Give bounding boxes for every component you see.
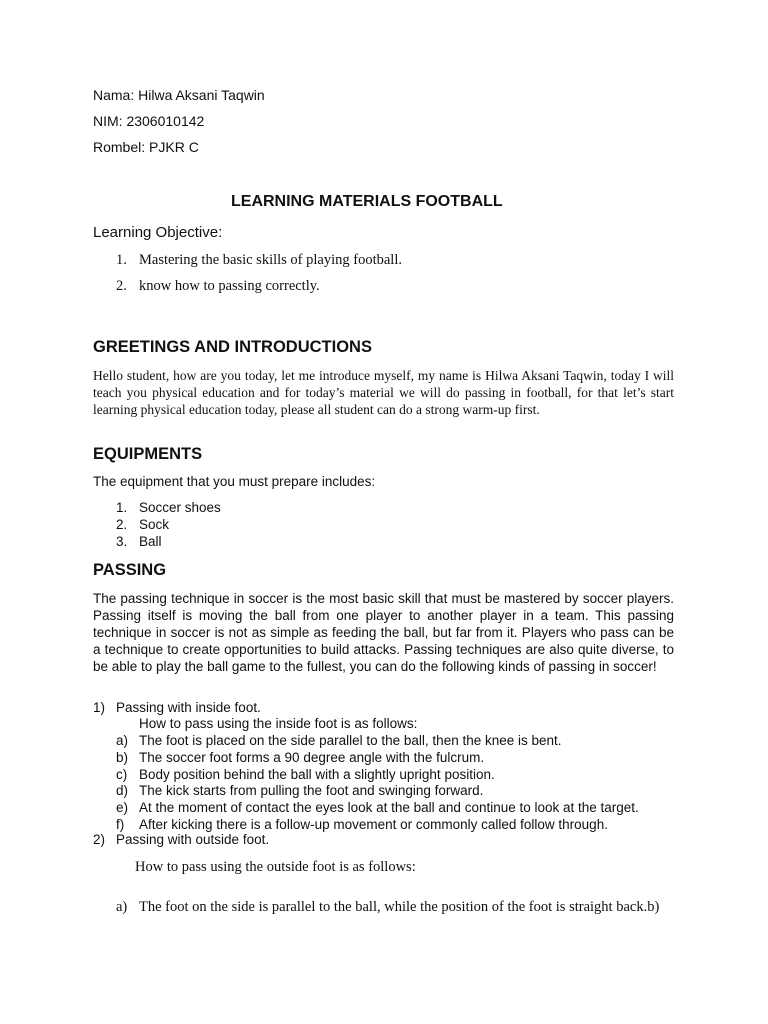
step-letter: c) <box>116 767 128 782</box>
equipment-number: 1. <box>116 500 128 515</box>
step-text: The soccer foot forms a 90 degree angle with the fulcrum. <box>139 750 485 765</box>
step-letter: e) <box>116 800 129 815</box>
equipment-item: Sock <box>139 517 170 532</box>
document-title: LEARNING MATERIALS FOOTBALL <box>231 193 503 210</box>
equipments-heading: EQUIPMENTS <box>93 445 203 463</box>
equipment-number: 2. <box>116 517 128 532</box>
inside-foot-howto: How to pass using the inside foot is as follows: <box>139 716 418 731</box>
outside-foot-title: Passing with outside foot. <box>116 832 270 847</box>
outside-foot-howto: How to pass using the outside foot is as follows: <box>135 859 416 875</box>
student-nim: NIM: 2306010142 <box>93 113 205 129</box>
step-text: After kicking there is a follow-up movement or commonly called follow through. <box>139 817 608 832</box>
equipment-item: Soccer shoes <box>139 500 221 515</box>
step-letter: b) <box>116 750 129 765</box>
step-letter: f) <box>116 817 125 832</box>
step-text: At the moment of contact the eyes look at the ball and continue to look at the target. <box>139 800 639 815</box>
student-name: Nama: Hilwa Aksani Taqwin <box>93 87 265 103</box>
step-letter: a) <box>116 899 128 915</box>
objective-item: Mastering the basic skills of playing football. <box>139 252 402 268</box>
objective-heading: Learning Objective: <box>93 224 223 241</box>
passing-heading: PASSING <box>93 561 167 579</box>
step-text: Body position behind the ball with a slightly upright position. <box>139 767 495 782</box>
inside-foot-number: 1) <box>93 700 106 715</box>
equipment-number: 3. <box>116 534 128 549</box>
step-letter: a) <box>116 733 129 748</box>
objective-number: 2. <box>116 278 127 294</box>
student-rombel: Rombel: PJKR C <box>93 139 199 155</box>
equipment-item: Ball <box>139 534 162 549</box>
inside-foot-title: Passing with inside foot. <box>116 700 261 715</box>
greetings-heading: GREETINGS AND INTRODUCTIONS <box>93 338 372 356</box>
objective-number: 1. <box>116 252 127 268</box>
step-text: The foot is placed on the side parallel to the ball, then the knee is bent. <box>139 733 562 748</box>
objective-item: know how to passing correctly. <box>139 278 320 294</box>
equipments-intro: The equipment that you must prepare includes: <box>93 474 376 489</box>
outside-foot-number: 2) <box>93 832 106 847</box>
passing-paragraph: The passing technique in soccer is the most basic skill that must be mastered by soccer players. Passing itself is moving the ball from one player to another player in a team. This passing technique in soccer is not as simple as feeding the ball, but far from it. Players who pass can be a technique to create opportunities to build attacks. Passing techniques are also quite diverse, to be able to play the ball game to the fullest, you can do the following kinds of passing in soccer! <box>93 591 674 674</box>
step-text: The foot on the side is parallel to the ball, while the position of the foot is straight back.b) <box>139 899 660 915</box>
step-text: The kick starts from pulling the foot and swinging forward. <box>139 783 484 798</box>
step-letter: d) <box>116 783 129 798</box>
greetings-paragraph: Hello student, how are you today, let me introduce myself, my name is Hilwa Aksani Taqwin, today I will teach you physical education and for today’s material we will do passing in football, for that let’s start learning physical education today, please all student can do a strong warm-up first. <box>93 368 674 417</box>
